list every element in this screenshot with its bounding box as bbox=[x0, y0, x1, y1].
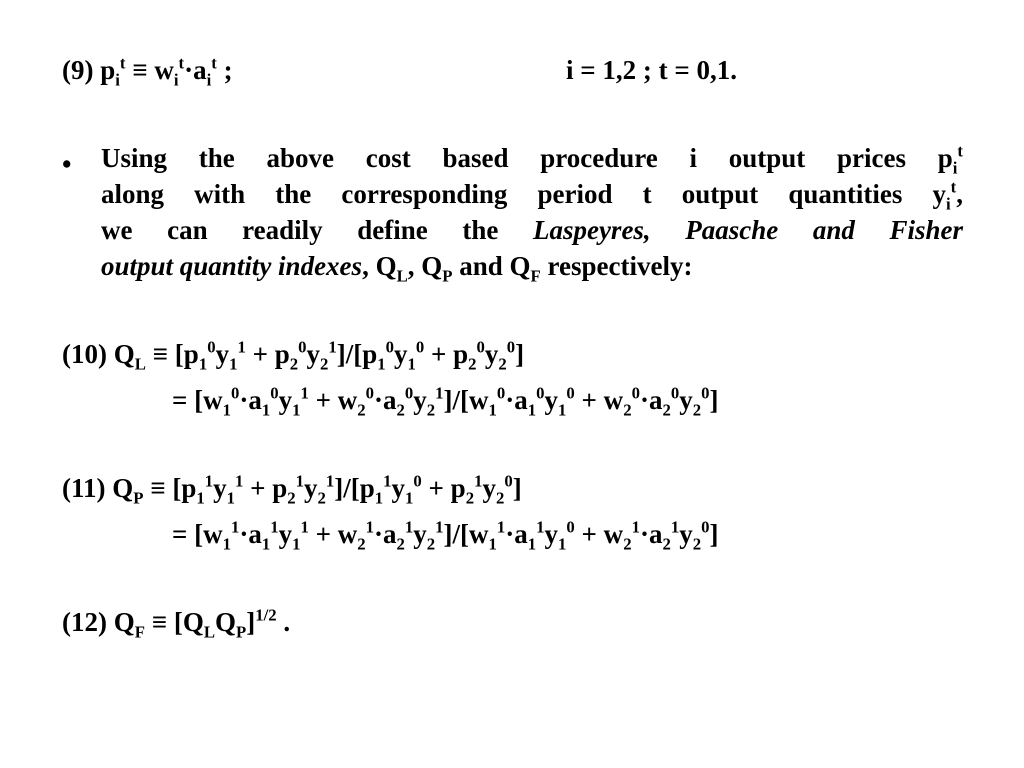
bullet-line-1: Using the above cost based procedure i output prices $p_i^t$ bbox=[101, 141, 963, 178]
bullet-paragraph bbox=[101, 140, 963, 284]
bullet-line-4: output quantity indexes, $Q_L$, $Q_P$ and $Q_F$ respectively: bbox=[101, 251, 693, 286]
equation-10: (10) $Q_L \equiv [p_1^0y_1^1 + p_2^0y_2^1]/[p_1^0y_1^0 + p_2^0y_2^0]$ bbox=[62, 337, 525, 374]
bullet-line-2: along with the corresponding period t output quantities $y_i^t$, bbox=[101, 177, 963, 214]
equation-10-expanded: = $[w_1^0\cdot a_1^0y_1^1 + w_2^0\cdot a_2^0y_2^1]/[w_1^0\cdot a_1^0y_1^0 + w_2^0\cdot a_2^0y_2^0]$ bbox=[172, 383, 719, 420]
bullet-line-3: we can readily define the Laspeyres, Paasche and Fisher bbox=[101, 215, 964, 245]
equation-11: (11) $Q_P \equiv [p_1^1y_1^1 + p_2^1y_2^1]/[p_1^1y_1^0 + p_2^1y_2^0]$ bbox=[62, 471, 522, 508]
equation-12: (12) $Q_F \equiv [Q_LQ_P]^{1/2}$ . bbox=[62, 605, 291, 642]
equation-9-range: i = 1,2 ; t = 0,1. bbox=[566, 55, 738, 85]
equation-9: (9) $p_i^t \equiv w_i^t\cdot a_i^t$ ; bbox=[62, 53, 233, 90]
equation-11-expanded: = $[w_1^1\cdot a_1^1y_1^1 + w_2^1\cdot a_2^1y_2^1]/[w_1^1\cdot a_1^1y_1^0 + w_2^1\cdot a_2^1y_2^0]$ bbox=[172, 517, 719, 554]
bullet-icon: • bbox=[62, 149, 72, 179]
